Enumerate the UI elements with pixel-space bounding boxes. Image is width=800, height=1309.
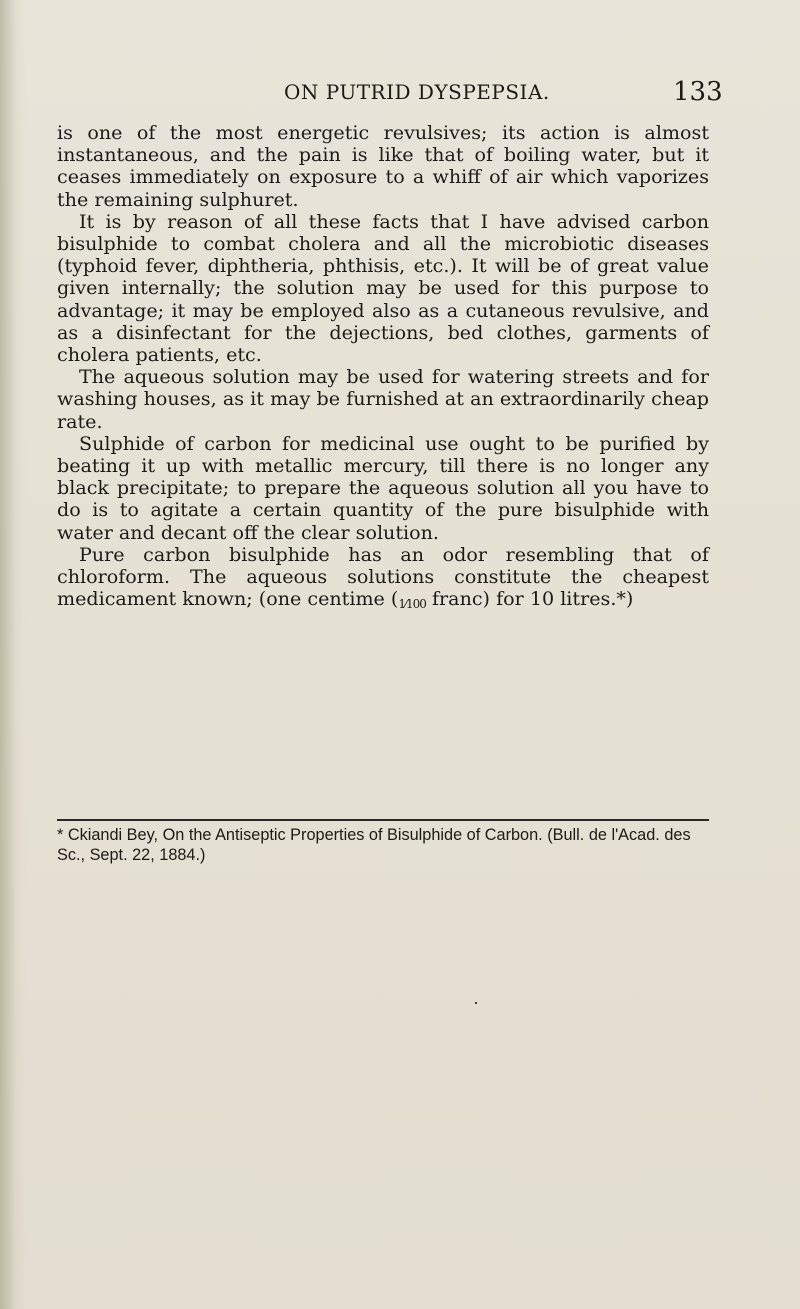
paragraph-4: Sulphide of carbon for medicinal use ought to be purified by beating it up with metallic mercury, till there is no longer any black precipitate; to prepare the aqueous solution all you have to do is to agitate a certain quantity of the pure bisulphide with water and decant off the clear solution.: [57, 431, 709, 544]
footnote: * Ckiandi Bey, On the Antiseptic Properties of Bisulphide of Carbon. (Bull. de l'Acad. des Sc., Sept. 22, 1884.): [57, 826, 691, 864]
paragraph-3: The aqueous solution may be used for watering streets and for washing houses, as it may be furnished at an extraordinarily cheap rate.: [57, 365, 709, 433]
body-text: [57, 122, 709, 615]
footnote-rule: [57, 819, 709, 821]
running-head: ON PUTRID DYSPEPSIA.: [284, 80, 550, 104]
fraction-one-hundredth: 1⁄100: [398, 597, 426, 612]
page-number: 133: [673, 77, 723, 107]
ink-speck: [475, 1002, 477, 1004]
paragraph-5: [57, 544, 709, 616]
page-header: [0, 77, 800, 110]
paragraph-5-tail: franc) for 10 litres.*): [425, 587, 634, 611]
paragraph-5-lead: Pure carbon bisulphide has an odor resembling that of chloroform. The aqueous solutions constitute the cheapest medicament known; (one centime (: [57, 542, 709, 611]
paragraph-1: is one of the most energetic revulsives; its action is almost instantaneous, and the pain is like that of boiling water, but it ceases immediately on exposure to a whiff of air which vaporizes the remaining sulphuret.: [57, 121, 709, 211]
paragraph-2: It is by reason of all these facts that I have advised carbon bisulphide to combat cholera and all the microbiotic diseases (typhoid fever, diphtheria, phthisis, etc.). It will be of great value given internally; the solution may be used for this purpose to advantage; it may be employed also as a cutaneous revulsive, and as a disinfectant for the dejections, bed clothes, garments of cholera patients, etc.: [57, 209, 709, 367]
page-binding-edge: [0, 0, 16, 1309]
